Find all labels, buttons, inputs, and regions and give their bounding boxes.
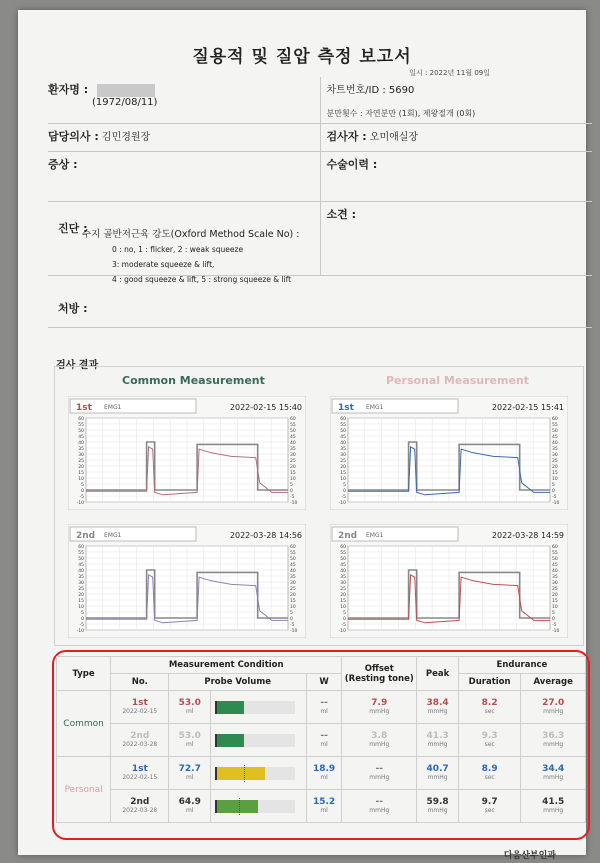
average-value: 36.3 bbox=[542, 731, 565, 741]
y-tick-right: 10 bbox=[290, 605, 296, 610]
y-tick-right: 30 bbox=[552, 581, 558, 586]
y-tick-right: 0 bbox=[290, 489, 293, 494]
y-tick-left: 15 bbox=[78, 471, 84, 476]
measurement-chart bbox=[68, 524, 306, 638]
y-tick-right: 55 bbox=[290, 423, 296, 428]
y-tick-right: 0 bbox=[290, 617, 293, 622]
oxford-scale-line: 0 : no, 1 : flicker, 2 : weak squeeze bbox=[112, 245, 244, 254]
y-tick-left: 10 bbox=[340, 605, 346, 610]
offset-value: 7.9 bbox=[371, 698, 388, 708]
y-tick-right: 35 bbox=[290, 575, 296, 580]
y-tick-right: 25 bbox=[552, 459, 558, 464]
y-tick-right: 40 bbox=[552, 441, 558, 446]
findings-label: 소견 : bbox=[326, 208, 356, 221]
probe-volume-fill bbox=[217, 734, 244, 747]
duration-unit: sec bbox=[484, 741, 495, 748]
y-tick-right: 60 bbox=[290, 545, 296, 550]
y-tick-right: -10 bbox=[290, 501, 298, 506]
y-tick-left: 50 bbox=[78, 557, 84, 562]
y-tick-left: 30 bbox=[340, 453, 346, 458]
y-tick-right: 40 bbox=[290, 569, 296, 574]
y-tick-right: 50 bbox=[552, 557, 558, 562]
y-tick-left: 45 bbox=[78, 435, 84, 440]
y-tick-left: 20 bbox=[78, 465, 84, 470]
measurement-no: 1st bbox=[131, 764, 148, 774]
y-tick-right: 15 bbox=[290, 471, 296, 476]
w-value: 15.2 bbox=[312, 797, 336, 807]
y-tick-left: 15 bbox=[340, 599, 346, 604]
y-tick-left: 25 bbox=[340, 587, 346, 592]
y-tick-right: -10 bbox=[290, 629, 298, 634]
y-tick-left: 55 bbox=[340, 551, 346, 556]
y-tick-right: 5 bbox=[290, 611, 293, 616]
probe-volume-value: 53.0 bbox=[178, 698, 201, 708]
y-tick-left: 55 bbox=[340, 423, 346, 428]
y-tick-left: -10 bbox=[338, 629, 346, 634]
y-tick-left: 5 bbox=[81, 483, 84, 488]
y-tick-left: 45 bbox=[78, 563, 84, 568]
probe-volume-value: 64.9 bbox=[178, 797, 201, 807]
y-tick-left: 20 bbox=[78, 593, 84, 598]
patient-dob: (1972/08/11) bbox=[92, 97, 158, 108]
probe-volume-bar bbox=[215, 734, 295, 747]
type-label: Personal bbox=[64, 784, 103, 795]
chart-tag: 2nd bbox=[76, 531, 96, 541]
y-tick-left: -5 bbox=[341, 623, 346, 628]
y-tick-left: 60 bbox=[340, 545, 346, 550]
chart-id: 차트번호/ID : 5690 bbox=[326, 85, 415, 96]
measurement-chart bbox=[330, 396, 568, 510]
y-tick-left: 10 bbox=[78, 605, 84, 610]
y-tick-left: 5 bbox=[343, 611, 346, 616]
y-tick-right: 40 bbox=[552, 569, 558, 574]
table-row bbox=[57, 790, 586, 823]
y-tick-left: -10 bbox=[76, 629, 84, 634]
y-tick-right: 60 bbox=[552, 545, 558, 550]
y-tick-left: 20 bbox=[340, 465, 346, 470]
col-w: W bbox=[306, 674, 341, 691]
measurement-no: 2nd bbox=[130, 731, 150, 741]
delivery-count: 분만횟수 : 자연분만 (1회), 제왕절개 (0회) bbox=[326, 109, 476, 118]
y-tick-left: 50 bbox=[78, 429, 84, 434]
y-tick-right: 35 bbox=[552, 575, 558, 580]
diagnosis-label: 진단 : bbox=[58, 222, 88, 235]
report-date: 일시 : 2022년 11월 09일 bbox=[409, 69, 490, 77]
offset-value: -- bbox=[375, 797, 383, 807]
peak-value: 59.8 bbox=[426, 797, 449, 807]
chart-timestamp: 2022-02-15 15:40 bbox=[229, 403, 302, 412]
y-tick-left: 25 bbox=[340, 459, 346, 464]
y-tick-right: 10 bbox=[552, 477, 558, 482]
patient-name-label: 환자명 : bbox=[48, 83, 89, 96]
type-cell bbox=[57, 691, 111, 757]
y-tick-left: 50 bbox=[340, 429, 346, 434]
y-tick-right: 30 bbox=[552, 453, 558, 458]
w-value: -- bbox=[320, 731, 328, 741]
table-row bbox=[57, 724, 586, 757]
oxford-scale-line: 3: moderate squeeze & lift, bbox=[112, 260, 215, 269]
y-tick-left: 35 bbox=[340, 575, 346, 580]
peak-unit: mmHg bbox=[427, 708, 448, 715]
duration-value: 9.3 bbox=[481, 731, 498, 741]
y-tick-right: 55 bbox=[552, 423, 558, 428]
peak-value: 41.3 bbox=[426, 731, 449, 741]
offset-unit: mmHg bbox=[369, 807, 390, 814]
y-tick-left: 50 bbox=[340, 557, 346, 562]
probe-volume-unit: ml bbox=[186, 741, 194, 748]
y-tick-right: 10 bbox=[290, 477, 296, 482]
y-tick-right: -5 bbox=[290, 623, 295, 628]
chart-emg-label: EMG1 bbox=[104, 532, 122, 539]
col-average: Average bbox=[521, 674, 586, 691]
y-tick-left: 40 bbox=[78, 441, 84, 446]
probe-volume-unit: ml bbox=[186, 708, 194, 715]
y-tick-right: 10 bbox=[552, 605, 558, 610]
common-measurement-title: Common Measurement bbox=[122, 374, 265, 387]
measurement-date: 2022-02-15 bbox=[122, 708, 158, 715]
y-tick-left: 60 bbox=[340, 417, 346, 422]
symptom-label: 증상 : bbox=[48, 158, 78, 171]
peak-value: 40.7 bbox=[426, 764, 449, 774]
y-tick-right: 45 bbox=[290, 563, 296, 568]
w-value: 18.9 bbox=[312, 764, 336, 774]
patient-info-table bbox=[48, 77, 592, 328]
y-tick-right: 0 bbox=[552, 489, 555, 494]
y-tick-left: -5 bbox=[341, 495, 346, 500]
average-unit: mmHg bbox=[543, 807, 564, 814]
chart-timestamp: 2022-03-28 14:56 bbox=[229, 531, 302, 540]
chart-tag: 1st bbox=[338, 403, 354, 413]
col-duration: Duration bbox=[458, 674, 520, 691]
w-unit: ml bbox=[320, 774, 328, 781]
y-tick-right: -10 bbox=[552, 501, 560, 506]
y-tick-left: 20 bbox=[340, 593, 346, 598]
y-tick-left: 0 bbox=[81, 617, 84, 622]
results-heading: 검사 결과 bbox=[56, 360, 99, 371]
y-tick-right: 15 bbox=[552, 599, 558, 604]
report-paper bbox=[18, 10, 586, 861]
y-tick-right: 55 bbox=[552, 551, 558, 556]
y-tick-left: 30 bbox=[78, 453, 84, 458]
doctor-label: 담당의사 : bbox=[48, 130, 99, 143]
y-tick-left: 55 bbox=[78, 423, 84, 428]
average-unit: mmHg bbox=[543, 774, 564, 781]
y-tick-right: 5 bbox=[552, 483, 555, 488]
chart-timestamp: 2022-03-28 14:59 bbox=[491, 531, 564, 540]
y-tick-right: 35 bbox=[290, 447, 296, 452]
duration-unit: sec bbox=[484, 774, 495, 781]
probe-volume-bar bbox=[215, 701, 295, 714]
y-tick-left: 0 bbox=[81, 489, 84, 494]
y-tick-left: 35 bbox=[78, 447, 84, 452]
y-tick-right: 30 bbox=[290, 581, 296, 586]
y-tick-right: 45 bbox=[552, 563, 558, 568]
y-tick-left: -5 bbox=[79, 495, 84, 500]
w-unit: ml bbox=[320, 708, 328, 715]
offset-value: 3.8 bbox=[371, 731, 388, 741]
y-tick-right: -5 bbox=[552, 623, 557, 628]
duration-unit: sec bbox=[484, 708, 495, 715]
y-tick-right: 60 bbox=[290, 417, 296, 422]
peak-value: 38.4 bbox=[426, 698, 449, 708]
y-tick-left: 30 bbox=[78, 581, 84, 586]
probe-volume-value: 53.0 bbox=[178, 731, 201, 741]
col-probe-volume: Probe Volume bbox=[169, 674, 306, 691]
col-no: No. bbox=[111, 674, 169, 691]
y-tick-left: 35 bbox=[340, 447, 346, 452]
col-type: Type bbox=[57, 657, 111, 691]
measurement-chart bbox=[330, 524, 568, 638]
y-tick-right: 5 bbox=[290, 483, 293, 488]
average-unit: mmHg bbox=[543, 708, 564, 715]
y-tick-right: 25 bbox=[290, 459, 296, 464]
prescription-label: 처방 : bbox=[58, 302, 88, 315]
y-tick-right: 0 bbox=[552, 617, 555, 622]
duration-value: 8.2 bbox=[481, 698, 498, 708]
table-row bbox=[57, 757, 586, 790]
y-tick-left: 25 bbox=[78, 459, 84, 464]
duration-unit: sec bbox=[484, 807, 495, 814]
y-tick-left: 25 bbox=[78, 587, 84, 592]
probe-volume-unit: ml bbox=[186, 774, 194, 781]
offset-unit: mmHg bbox=[369, 774, 390, 781]
examiner-label: 검사자 : bbox=[326, 130, 367, 143]
measurement-date: 2022-03-28 bbox=[122, 741, 158, 748]
col-peak: Peak bbox=[417, 657, 459, 691]
measurement-chart bbox=[68, 396, 306, 510]
w-unit: ml bbox=[320, 741, 328, 748]
measurement-date: 2022-03-28 bbox=[122, 807, 158, 814]
y-tick-right: 40 bbox=[290, 441, 296, 446]
offset-unit: mmHg bbox=[369, 741, 390, 748]
y-tick-left: 0 bbox=[343, 617, 346, 622]
y-tick-left: 45 bbox=[340, 563, 346, 568]
patient-name-cell bbox=[48, 77, 320, 124]
y-tick-right: -10 bbox=[552, 629, 560, 634]
y-tick-left: -10 bbox=[338, 501, 346, 506]
y-tick-right: 20 bbox=[552, 593, 558, 598]
y-tick-left: 5 bbox=[343, 483, 346, 488]
y-tick-right: -5 bbox=[290, 495, 295, 500]
results-table bbox=[56, 656, 586, 823]
oxford-scale-heading: 수지 골반저근육 강도(Oxford Method Scale No) : bbox=[82, 229, 300, 240]
y-tick-right: 50 bbox=[290, 557, 296, 562]
chart-emg-label: EMG1 bbox=[366, 404, 384, 411]
y-tick-left: 30 bbox=[340, 581, 346, 586]
col-endurance: Endurance bbox=[458, 657, 585, 674]
peak-unit: mmHg bbox=[427, 807, 448, 814]
y-tick-right: 5 bbox=[552, 611, 555, 616]
y-tick-right: 20 bbox=[290, 593, 296, 598]
type-cell bbox=[57, 757, 111, 823]
probe-volume-bar bbox=[215, 800, 295, 813]
probe-volume-fill bbox=[217, 767, 265, 780]
type-label: Common bbox=[63, 718, 104, 729]
target-marker bbox=[244, 765, 245, 782]
average-value: 41.5 bbox=[542, 797, 565, 807]
w-unit: ml bbox=[320, 807, 328, 814]
y-tick-left: 60 bbox=[78, 545, 84, 550]
y-tick-right: 45 bbox=[552, 435, 558, 440]
chart-timestamp: 2022-02-15 15:41 bbox=[491, 403, 564, 412]
y-tick-left: 10 bbox=[340, 477, 346, 482]
col-condition: Measurement Condition bbox=[111, 657, 342, 674]
y-tick-left: -5 bbox=[79, 623, 84, 628]
examiner-name: 오미애실장 bbox=[369, 132, 419, 143]
col-offset: Offset (Resting tone) bbox=[342, 657, 417, 691]
y-tick-left: 5 bbox=[81, 611, 84, 616]
y-tick-right: 35 bbox=[552, 447, 558, 452]
y-tick-left: 40 bbox=[78, 569, 84, 574]
probe-volume-fill bbox=[217, 800, 258, 813]
peak-unit: mmHg bbox=[427, 774, 448, 781]
report-title: 질용적 및 질압 측정 보고서 bbox=[192, 47, 412, 67]
oxford-scale-line: 4 : good squeeze & lift, 5 : strong squeeze & lift bbox=[112, 275, 292, 284]
redacted-name bbox=[97, 84, 155, 97]
y-tick-left: 60 bbox=[78, 417, 84, 422]
oxford-scale bbox=[82, 227, 299, 287]
duration-value: 9.7 bbox=[481, 797, 498, 807]
chart-tag: 2nd bbox=[338, 531, 358, 541]
personal-measurement-title: Personal Measurement bbox=[386, 374, 530, 387]
measurement-no: 1st bbox=[131, 698, 148, 708]
y-tick-left: 35 bbox=[78, 575, 84, 580]
probe-volume-fill bbox=[217, 701, 244, 714]
chart-emg-label: EMG1 bbox=[366, 532, 384, 539]
probe-volume-unit: ml bbox=[186, 807, 194, 814]
probe-volume-value: 72.7 bbox=[178, 764, 201, 774]
peak-unit: mmHg bbox=[427, 741, 448, 748]
history-label: 수술이력 : bbox=[326, 158, 378, 171]
doctor-name: 김민경원장 bbox=[101, 132, 151, 143]
w-value: -- bbox=[320, 698, 328, 708]
table-row bbox=[57, 691, 586, 724]
measurement-date: 2022-02-15 bbox=[122, 774, 158, 781]
y-tick-right: 55 bbox=[290, 551, 296, 556]
y-tick-right: 15 bbox=[552, 471, 558, 476]
y-tick-left: 10 bbox=[78, 477, 84, 482]
y-tick-right: 20 bbox=[552, 465, 558, 470]
average-value: 34.4 bbox=[542, 764, 565, 774]
duration-value: 8.9 bbox=[481, 764, 498, 774]
average-unit: mmHg bbox=[543, 741, 564, 748]
y-tick-right: 50 bbox=[290, 429, 296, 434]
y-tick-right: 15 bbox=[290, 599, 296, 604]
y-tick-left: 15 bbox=[340, 471, 346, 476]
y-tick-right: 25 bbox=[290, 587, 296, 592]
probe-volume-bar bbox=[215, 767, 295, 780]
y-tick-left: 40 bbox=[340, 441, 346, 446]
y-tick-left: -10 bbox=[76, 501, 84, 506]
y-tick-right: 45 bbox=[290, 435, 296, 440]
y-tick-right: -5 bbox=[552, 495, 557, 500]
y-tick-left: 45 bbox=[340, 435, 346, 440]
average-value: 27.0 bbox=[542, 698, 565, 708]
y-tick-right: 30 bbox=[290, 453, 296, 458]
y-tick-right: 20 bbox=[290, 465, 296, 470]
y-tick-right: 50 bbox=[552, 429, 558, 434]
chart-tag: 1st bbox=[76, 403, 92, 413]
y-tick-left: 0 bbox=[343, 489, 346, 494]
clinic-name: 다움산부인과 bbox=[503, 851, 556, 861]
measurement-no: 2nd bbox=[130, 797, 150, 807]
target-marker bbox=[239, 798, 240, 815]
y-tick-left: 55 bbox=[78, 551, 84, 556]
y-tick-left: 15 bbox=[78, 599, 84, 604]
y-tick-left: 40 bbox=[340, 569, 346, 574]
offset-unit: mmHg bbox=[369, 708, 390, 715]
y-tick-right: 60 bbox=[552, 417, 558, 422]
offset-value: -- bbox=[375, 764, 383, 774]
y-tick-right: 25 bbox=[552, 587, 558, 592]
chart-emg-label: EMG1 bbox=[104, 404, 122, 411]
